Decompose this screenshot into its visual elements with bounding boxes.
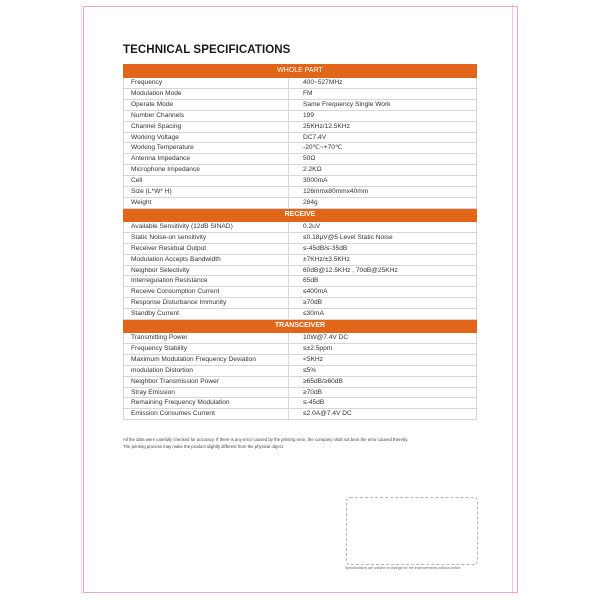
- spec-label: Modulation Mode: [124, 88, 289, 99]
- spec-row: [124, 409, 477, 420]
- spec-row: [124, 298, 477, 309]
- spec-label: Weight: [124, 197, 289, 208]
- spec-value: <5KHz: [289, 354, 477, 365]
- spec-value: 400~527MHz: [289, 78, 477, 89]
- spec-value: ≤-45dB: [289, 398, 477, 409]
- spec-label: Size (L*W* H): [124, 187, 289, 198]
- disclaimer: [123, 436, 483, 450]
- spec-label: Available Sensitivity (12dB SINAD): [124, 221, 289, 232]
- spec-label: modulation Distortion: [124, 365, 289, 376]
- spec-value: DC7.4V: [289, 132, 477, 143]
- spec-row: [124, 365, 477, 376]
- spec-value: ≤2.0A@7.4V DC: [289, 409, 477, 420]
- spec-row: [124, 398, 477, 409]
- spec-row: [124, 197, 477, 208]
- spec-value: 0.2uV: [289, 221, 477, 232]
- spec-row: [124, 276, 477, 287]
- spec-value: 10W@7.4V DC: [289, 333, 477, 344]
- spec-value: ≤±2.5ppm: [289, 343, 477, 354]
- section-header: [124, 65, 477, 78]
- spec-value: 199: [289, 110, 477, 121]
- spec-label: Modulation Accepts Bandwidth: [124, 254, 289, 265]
- spec-value: ≤30mA: [289, 309, 477, 320]
- spec-label: Microphone Impedance: [124, 165, 289, 176]
- spec-row: [124, 287, 477, 298]
- spec-value: ≥65dB/≥60dB: [289, 376, 477, 387]
- spec-table: [123, 64, 477, 420]
- spec-label: Neighbor Transmission Power: [124, 376, 289, 387]
- spec-row: [124, 99, 477, 110]
- specification-change-note: Specifications are subject to change for the improvements without notice.: [345, 566, 462, 570]
- spec-label: Frequency: [124, 78, 289, 89]
- note-box: [346, 497, 478, 565]
- spec-row: [124, 343, 477, 354]
- spec-label: Number Channels: [124, 110, 289, 121]
- spec-value: ≤400mA: [289, 287, 477, 298]
- spec-value: ≥70dB: [289, 298, 477, 309]
- spec-row: [124, 243, 477, 254]
- spec-row: [124, 187, 477, 198]
- spec-label: Antenna Impedance: [124, 154, 289, 165]
- spec-row: [124, 165, 477, 176]
- spec-value: -20℃~+70℃: [289, 143, 477, 154]
- spec-row: [124, 88, 477, 99]
- spec-row: [124, 309, 477, 320]
- page-title: TECHNICAL SPECIFICATIONS: [123, 44, 291, 56]
- spec-row: [124, 154, 477, 165]
- spec-value: 65dB: [289, 276, 477, 287]
- spec-value: 50Ω: [289, 154, 477, 165]
- spec-value: 2.2KΩ: [289, 165, 477, 176]
- spec-row: [124, 110, 477, 121]
- spec-label: Remaining Frequency Modulation: [124, 398, 289, 409]
- spec-row: [124, 333, 477, 344]
- spec-label: Cell: [124, 176, 289, 187]
- spec-row: [124, 376, 477, 387]
- spec-label: Emission Consumes Current: [124, 409, 289, 420]
- section-heading: TRANSCEIVER: [124, 320, 477, 333]
- section-header: [124, 320, 477, 333]
- spec-value: ≤-45dB/≤-35dB: [289, 243, 477, 254]
- spec-value: ≥70dB: [289, 387, 477, 398]
- section-heading: WHOLE PART: [124, 65, 477, 78]
- section-header: [124, 208, 477, 221]
- spec-label: Transmitting Power: [124, 333, 289, 344]
- disclaimer-line-2: The printing process may make the product slightly different from the physical object.: [123, 444, 285, 449]
- spec-value: ≤0.18μV@5 Level Static Noise: [289, 232, 477, 243]
- spec-value: 60dB@12.5KHz , 70dB@25KHz: [289, 265, 477, 276]
- spec-row: [124, 254, 477, 265]
- spec-label: Neighbor Selectivity: [124, 265, 289, 276]
- spec-value: Same Frequency Single Work: [289, 99, 477, 110]
- spec-row: [124, 387, 477, 398]
- spec-label: Working Temperature: [124, 143, 289, 154]
- spec-value: 126mmx80mmx40mm: [289, 187, 477, 198]
- spec-row: [124, 232, 477, 243]
- spec-label: Response Disturbance Immunity: [124, 298, 289, 309]
- spec-row: [124, 221, 477, 232]
- spec-value: 3000mA: [289, 176, 477, 187]
- spec-label: Standby Current: [124, 309, 289, 320]
- spec-label: Operate Mode: [124, 99, 289, 110]
- spec-label: Channel Spacing: [124, 121, 289, 132]
- spec-value: FM: [289, 88, 477, 99]
- spec-row: [124, 78, 477, 89]
- spec-row: [124, 265, 477, 276]
- section-heading: RECEIVE: [124, 208, 477, 221]
- spec-label: Stray Emission: [124, 387, 289, 398]
- spec-value: 25KHz/12.5KHz: [289, 121, 477, 132]
- spec-label: Receive Consumption Current: [124, 287, 289, 298]
- spec-value: ±7KHz/±3.5KHz: [289, 254, 477, 265]
- spec-label: Working Voltage: [124, 132, 289, 143]
- spec-value: ≤5%: [289, 365, 477, 376]
- spec-label: Receiver Residual Output: [124, 243, 289, 254]
- spec-row: [124, 132, 477, 143]
- spec-row: [124, 354, 477, 365]
- spec-row: [124, 121, 477, 132]
- spec-label: Static Noise-on sensitivity: [124, 232, 289, 243]
- disclaimer-line-1: All the data were carefully checked for accuracy. If there is any error caused by the printing error, the company shall not bear the error caused thereby.: [123, 437, 409, 442]
- spec-label: Frequency Stability: [124, 343, 289, 354]
- spec-row: [124, 176, 477, 187]
- spec-row: [124, 143, 477, 154]
- spec-label: Interregulation Resistance: [124, 276, 289, 287]
- spec-label: Maximum Modulation Frequency Deviation: [124, 354, 289, 365]
- spec-value: 284g: [289, 197, 477, 208]
